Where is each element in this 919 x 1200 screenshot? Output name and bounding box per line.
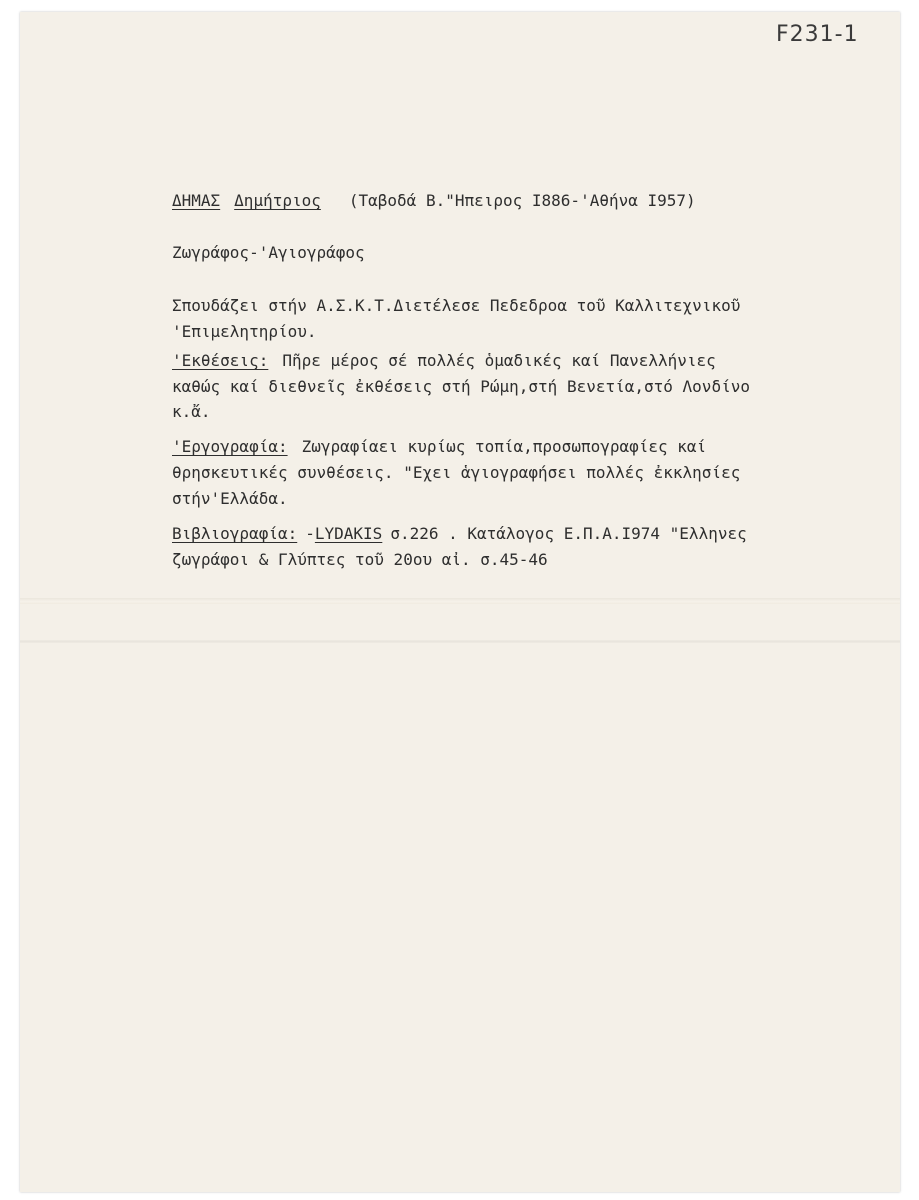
heading-line [172,191,696,210]
exhibitions-label: 'Εκθέσεις: [172,351,269,370]
bibliography-dash: - [305,524,315,543]
bibliography-author: LYDAKIS [314,524,383,543]
exhibitions-line-2: καθώς καί διεθνεῖς ἐκθέσεις στή Ρώμη,στή Βενετία,στό Λονδίνο [172,377,750,396]
heading-surname: ΔΗΜΑΣ [172,191,221,210]
bibliography-text-1: σ.226 . Κατάλογος Ε.Π.Α.Ι974 "Ελληνες [390,524,747,543]
heading-life-dates: (Ταβοδά Β."Ηπειρος Ι886-'Αθήνα Ι957) [348,191,696,210]
exhibitions-line-3: κ.ἄ. [172,402,211,421]
heading-name: Δημήτριος [234,191,321,210]
bibliography-line-1 [172,524,747,543]
works-line-2: θρησκευτικές συνθέσεις. "Εχει ἁγιογραφήσει πολλές ἐκκλησίες [172,463,741,482]
exhibitions-text-1: Πῆρε μέρος σέ πολλές ὁμαδικές καί Πανελλήνιες [282,351,716,370]
bibliography-line-2: ζωγράφοι & Γλύπτες τοῦ 20ου αἰ. σ.45-46 [172,550,548,569]
paper-fold [20,598,900,604]
works-text-1: Ζωγραφίαει κυρίως τοπία,προσωπογραφίες καί [301,437,707,456]
works-line-1 [172,437,706,456]
handwritten-reference-number: F231-1 [776,22,859,47]
profession: Ζωγράφος-'Αγιογράφος [172,243,365,262]
works-label: 'Εργογραφία: [172,437,288,456]
bibliography-label: Βιβλιογραφία: [172,524,298,543]
works-line-3: στήν'Ελλάδα. [172,489,288,508]
paper-crease [20,640,900,643]
studies-line-1: Σπουδάζει στήν Α.Σ.Κ.Τ.Διετέλεσε Πεδεδροα τοῦ Καλλιτεχνικοῦ [172,296,741,315]
studies-line-2: 'Επιμελητηρίου. [172,322,317,341]
exhibitions-line-1 [172,351,716,370]
